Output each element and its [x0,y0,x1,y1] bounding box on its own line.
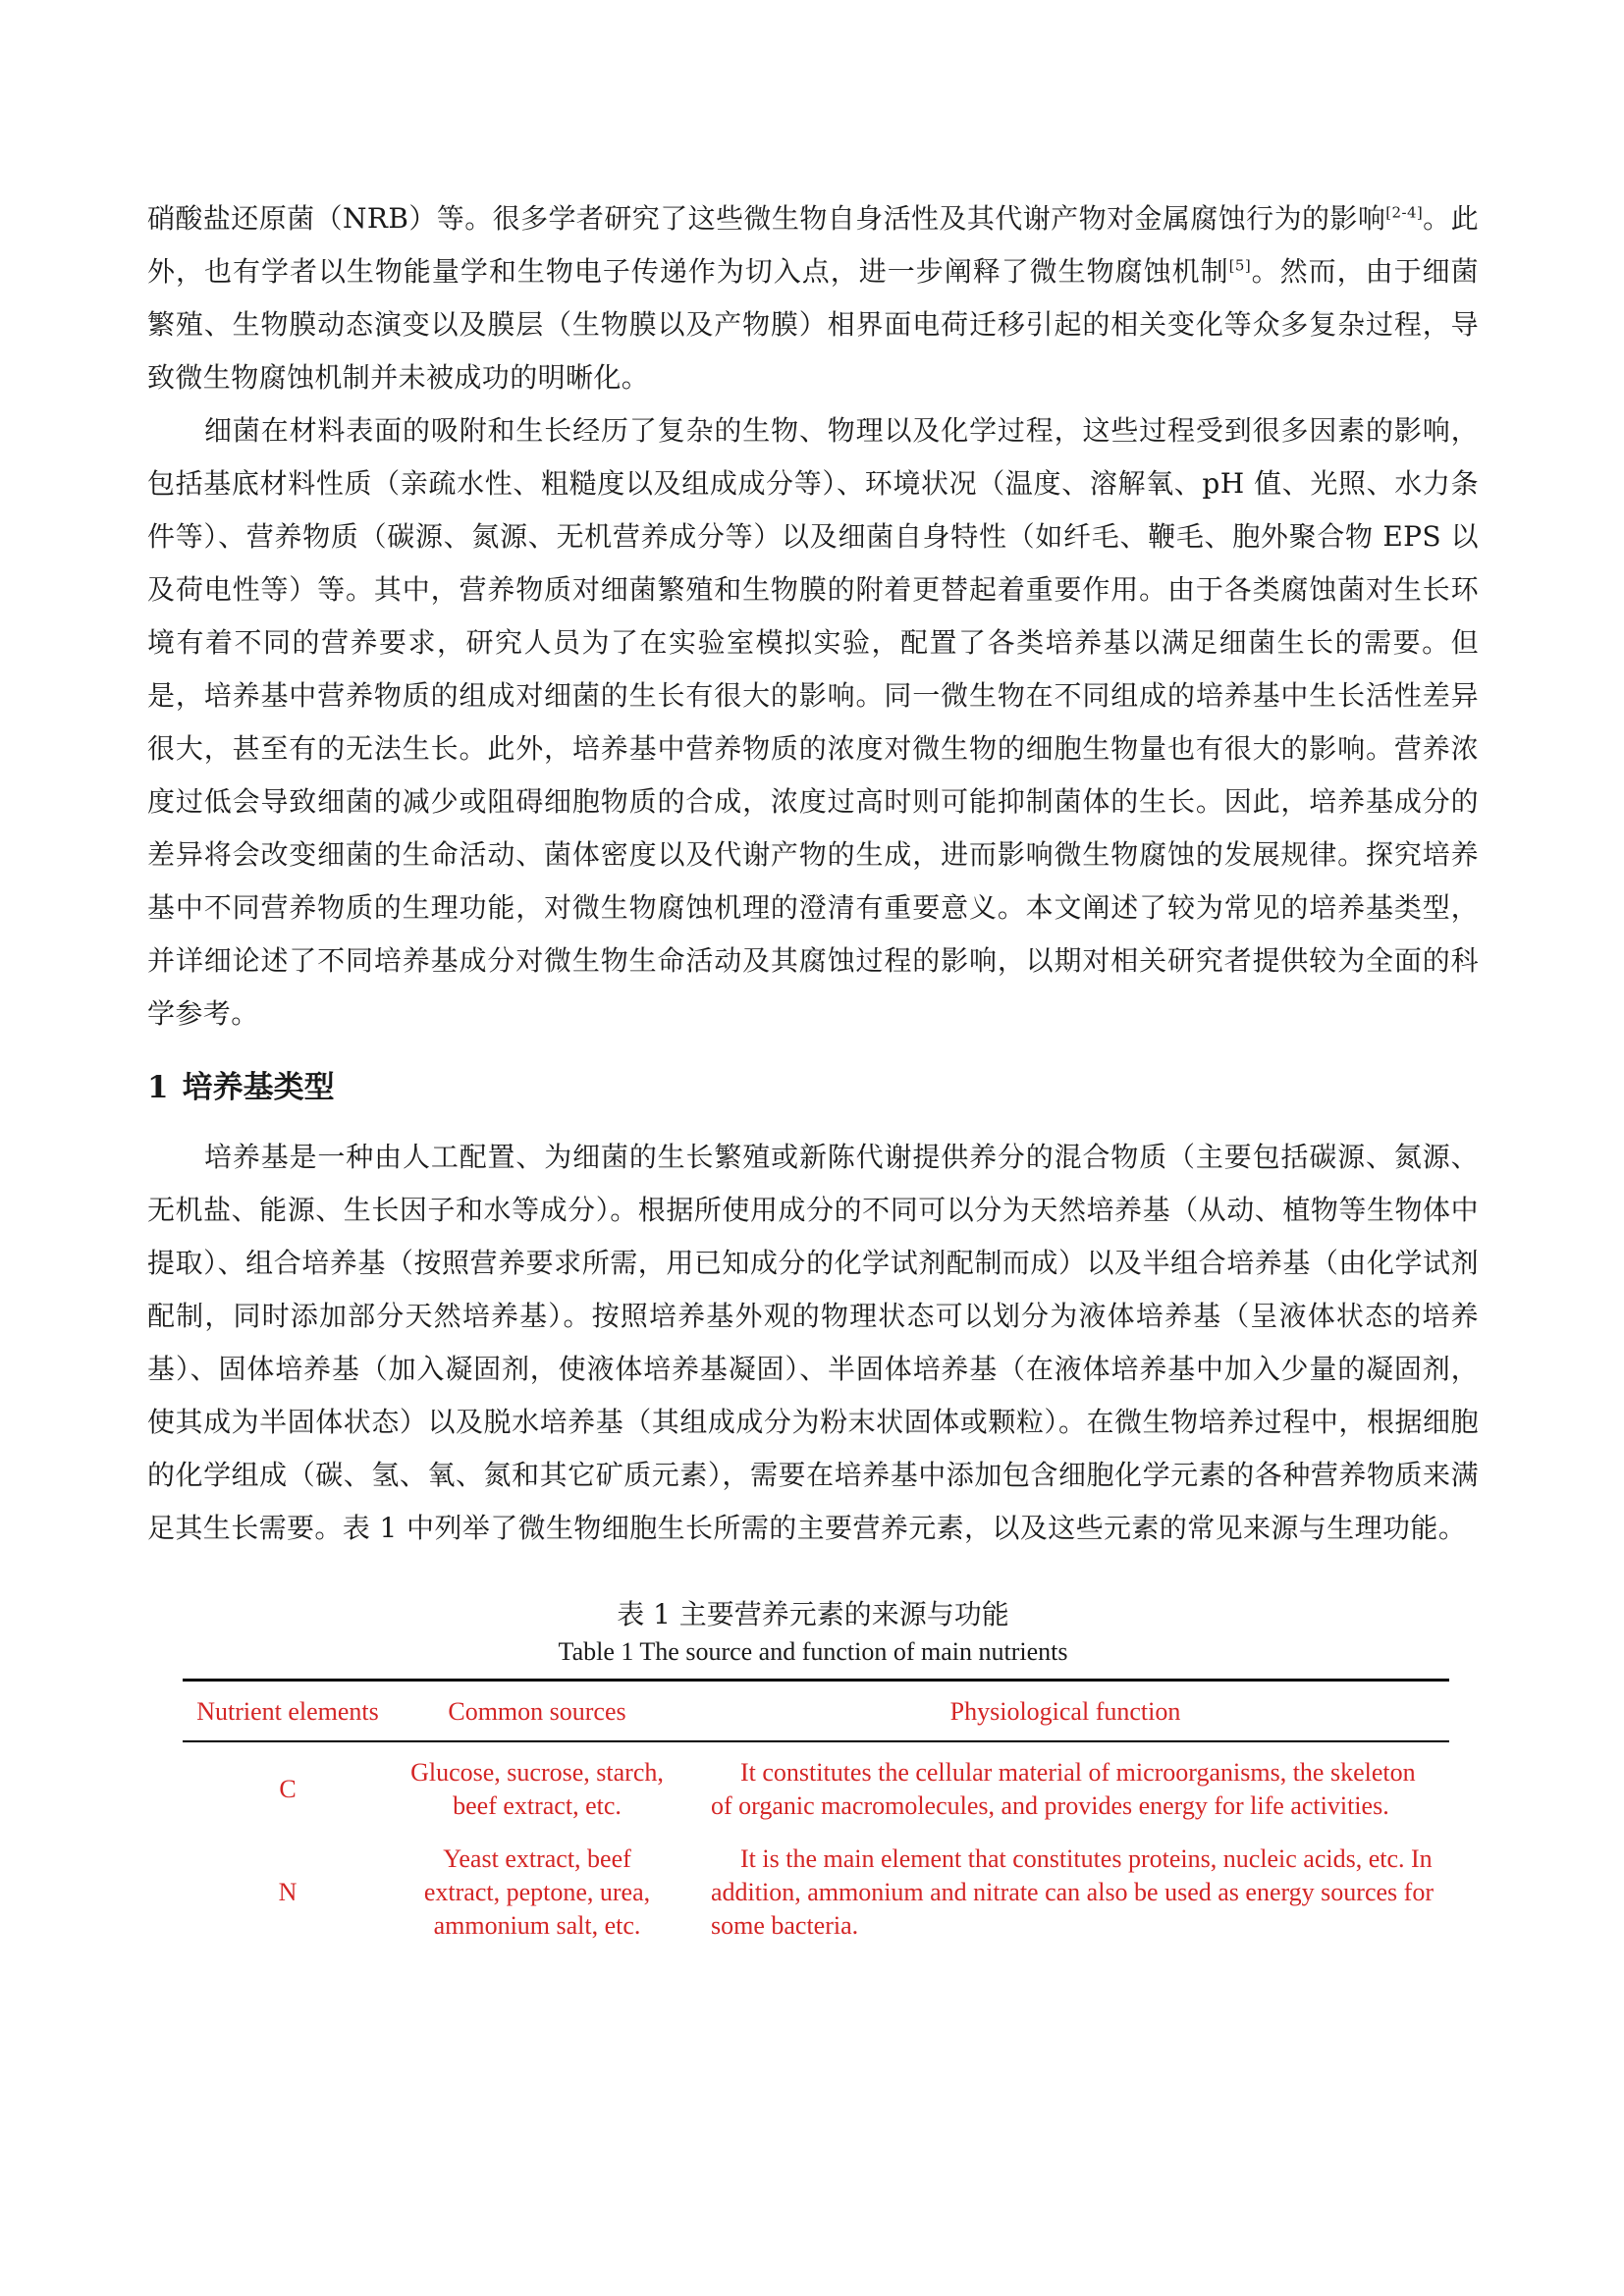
page-body [147,192,1479,1950]
paragraph-intro-continued [147,192,1479,404]
paragraph-medium-types: 培养基是一种由人工配置、为细菌的生长繁殖或新陈代谢提供养分的混合物质（主要包括碳源、氮源、无机盐、能源、生长因子和水等成分）。根据所使用成分的不同可以分为天然培养基（从动、植物等生物体中提取）、组合培养基（按照营养要求所需，用已知成分的化学试剂配制而成）以及半组合培养基（由化学试剂配制，同时添加部分天然培养基）。按照培养基外观的物理状态可以划分为液体培养基（呈液体状态的培养基）、固体培养基（加入凝固剂，使液体培养基凝固）、半固体培养基（在液体培养基中加入少量的凝固剂，使其成为半固体状态）以及脱水培养基（其组成成分为粉末状固体或颗粒）。在微生物培养过程中，根据细胞的化学组成（碳、氢、氧、氮和其它矿质元素），需要在培养基中添加包含细胞化学元素的各种营养物质来满足其生长需要。表 1 中列举了微生物细胞生长所需的主要营养元素，以及这些元素的常见来源与生理功能。 [147,1141,1479,1544]
cell-sources: Yeast extract, beef extract, peptone, urea, ammonium salt, etc. [423,1844,651,1940]
cell-function: It is the main element that constitutes proteins, nucleic acids, etc. In addition, ammonium and nitrate can also be used as energy sources for some bacteria. [711,1844,1434,1940]
citation-ref[interactable]: [2-4] [1385,203,1424,222]
section-number: 1 [147,1070,169,1105]
nutrients-table [183,1679,1449,1950]
paragraph-text: 硝酸盐还原菌（NRB）等。很多学者研究了这些微生物自身活性及其代谢产物对金属腐蚀行为的影响 [147,202,1386,235]
section-heading [147,1066,1479,1109]
citation-ref[interactable]: [5] [1228,256,1252,275]
table-header-row [183,1681,1449,1742]
table-row [183,1741,1449,1831]
cell-function: It constitutes the cellular material of microorganisms, the skeleton of organic macromolecules, and provides energy for life activities. [711,1758,1416,1820]
column-header-sources: Common sources [448,1697,626,1726]
paragraph-bacterial-growth: 细菌在材料表面的吸附和生长经历了复杂的生物、物理以及化学过程，这些过程受到很多因素的影响，包括基底材料性质（亲疏水性、粗糙度以及组成成分等）、环境状况（温度、溶解氧、pH 值、光照、水力条件等）、营养物质（碳源、氮源、无机营养成分等）以及细菌自身特性（如纤毛、鞭毛、胞外聚合物 EPS 以及荷电性等）等。其中，营养物质对细菌繁殖和生物膜的附着更替起着重要作用。由于各类腐蚀菌对生长环境有着不同的营养要求，研究人员为了在实验室模拟实验，配置了各类培养基以满足细菌生长的需要。但是，培养基中营养物质的组成对细菌的生长有很大的影响。同一微生物在不同组成的培养基中生长活性差异很大，甚至有的无法生长。此外，培养基中营养物质的浓度对微生物的细胞生物量也有很大的影响。营养浓度过低会导致细菌的减少或阻碍细胞物质的合成，浓度过高时则可能抑制菌体的生长。因此，培养基成分的差异将会改变细菌的生命活动、菌体密度以及代谢产物的生成，进而影响微生物腐蚀的发展规律。探究培养基中不同营养物质的生理功能，对微生物腐蚀机理的澄清有重要意义。本文阐述了较为常见的培养基类型，并详细论述了不同培养基成分对微生物生命活动及其腐蚀过程的影响，以期对相关研究者提供较为全面的科学参考。 [147,414,1479,1030]
paragraph-text: 。然而，由于细菌繁殖、生物膜动态演变以及膜层（生物膜以及产物膜）相界面电荷迁移引起的相关变化等众多复杂过程，导致微生物腐蚀机制并未被成功的明晰化。 [147,255,1479,394]
table-caption-cn: 表 1 主要营养元素的来源与功能 [617,1598,1009,1630]
column-header-elements: Nutrient elements [196,1697,379,1726]
column-header-function: Physiological function [949,1697,1181,1726]
cell-element: N [278,1878,298,1906]
paragraph-text: 。此外，也有学者以生物能量学和生物电子传递作为切入点，进一步阐释了微生物腐蚀机制 [147,202,1479,288]
section-title: 培养基类型 [182,1070,335,1105]
table-row [183,1831,1449,1950]
table-caption-en: Table 1 The source and function of main nutrients [558,1637,1068,1666]
cell-sources: Glucose, sucrose, starch, beef extract, etc. [410,1758,664,1820]
cell-element: C [279,1775,297,1803]
